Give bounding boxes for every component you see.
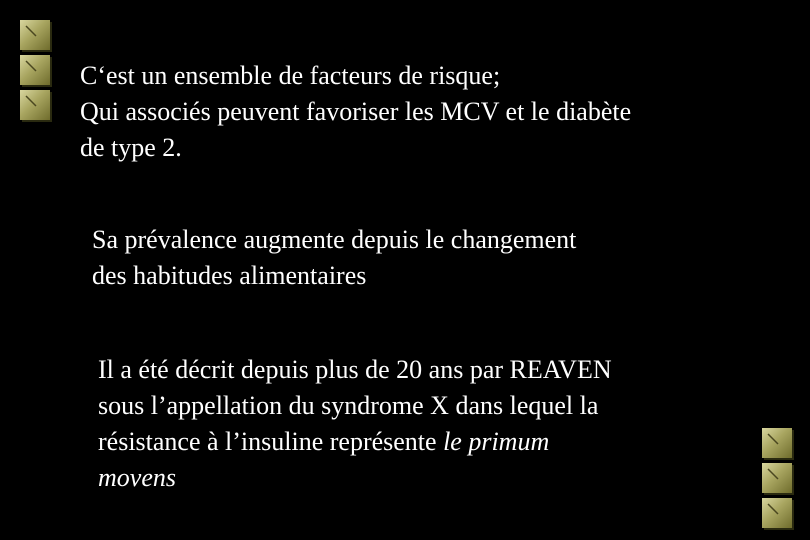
paragraph-prevalence: Sa prévalence augmente depuis le changement des habitudes alimentaires [92, 225, 577, 290]
bullet-square-icon [20, 90, 50, 120]
bullet-square-icon [20, 20, 50, 50]
bullet-square-icon [762, 428, 792, 458]
bullet-square-icon [762, 498, 792, 528]
bullet-square-icon [20, 55, 50, 85]
bullet-square-icon [762, 463, 792, 493]
paragraph-history-text: Il a été décrit depuis plus de 20 ans par REAVEN sous l’appellation du syndrome X dans lequel la résistance à l’insuline représente [98, 355, 612, 456]
primum-movens-text: le primum movens [98, 427, 550, 492]
paragraph-history [98, 352, 758, 496]
paragraph-definition: C‘est un ensemble de facteurs de risque; Qui associés peuvent favoriser les MCV et le diabète de type 2. [80, 61, 632, 162]
